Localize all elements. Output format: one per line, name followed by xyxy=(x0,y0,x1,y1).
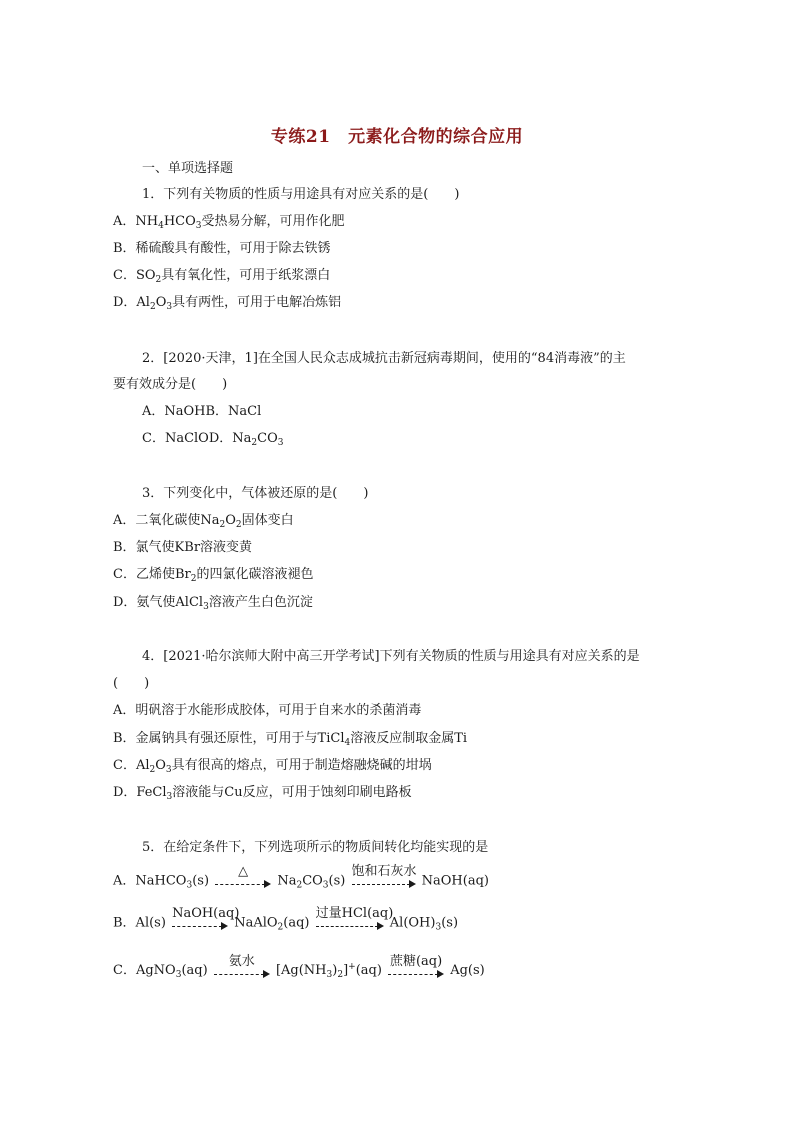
question-5-stem: 5．在给定条件下，下列选项所示的物质间转化均能实现的是 xyxy=(142,840,489,855)
question-4-stem-line-1: 4．[2021·哈尔滨师大附中高三开学考试]下列有关物质的性质与用途具有对应关系的是 xyxy=(142,649,640,664)
reaction-arrow xyxy=(388,953,444,980)
reaction-arrow xyxy=(351,864,417,890)
question-1-option-c: C．$SO_2$具有氧化性，可用于纸浆漂白 xyxy=(113,268,331,285)
question-5-option-c: C．AgNO$_3$(aq) 氨水 $[Ag(NH_3)_2]^+(aq)$ 蔗糖(aq) Ag(s) xyxy=(113,953,485,980)
question-3-stem: 3．下列变化中，气体被还原的是( ) xyxy=(142,486,369,501)
question-1-stem: 1．下列有关物质的性质与用途具有对应关系的是( ) xyxy=(142,187,460,202)
question-4-option-b: B．金属钠具有强还原性，可用于与TiCl$_4$溶液反应制取金属Ti xyxy=(113,731,468,748)
reaction-condition: 过量HCl(aq) xyxy=(315,906,394,921)
question-4-option-d: D．FeCl$_3$溶液能与Cu反应，可用于蚀刻印刷电路板 xyxy=(113,785,412,802)
question-5-option-a: A．NaHCO$_3$(s) △ $Na_2CO_3(s)$ 饱和石灰水 NaOH(aq) xyxy=(113,864,489,891)
reaction-arrow xyxy=(214,953,270,980)
reaction-arrow xyxy=(172,906,240,932)
reaction-arrow xyxy=(315,906,394,932)
section-heading: 一、单项选择题 xyxy=(142,161,234,176)
question-2-stem-line-2: 要有效成分是( ) xyxy=(113,377,228,392)
page-title: 专练21 元素化合物的综合应用 xyxy=(270,127,524,147)
question-3-option-a: A．二氧化碳使$Na_2O_2$固体变白 xyxy=(113,513,294,530)
reaction-arrow xyxy=(215,864,271,890)
reaction-condition: △ xyxy=(238,864,249,879)
question-1-option-d: D．$Al_2O_3$具有两性，可用于电解冶炼铝 xyxy=(113,295,342,312)
question-3-option-c: C．乙烯使$Br_2$的四氯化碳溶液褪色 xyxy=(113,567,314,584)
reaction-condition: 饱和石灰水 xyxy=(351,864,417,879)
question-1-option-b: B．稀硫酸具有酸性，可用于除去铁锈 xyxy=(113,241,331,256)
question-2-options-ab: A．NaOHB．NaCl xyxy=(142,404,262,419)
reaction-condition: 蔗糖(aq) xyxy=(389,953,443,969)
question-2-stem-line-1: 2．[2020·天津，1]在全国人民众志成城抗击新冠病毒期间，使用的“84消毒液”的主 xyxy=(142,351,626,366)
question-5-option-b: B．Al(s) NaOH(aq) NaAlO$_2$(aq) 过量HCl(aq) $Al(OH)_3(s)$ xyxy=(113,906,459,933)
reaction-condition: NaOH(aq) xyxy=(172,906,240,921)
question-4-option-a: A．明矾溶于水能形成胶体，可用于自来水的杀菌消毒 xyxy=(113,703,422,718)
question-1-option-a: A．$NH_4HCO_3$受热易分解，可用作化肥 xyxy=(113,214,345,231)
reaction-condition: 氨水 xyxy=(228,953,255,969)
question-3-option-b: B．氯气使KBr溶液变黄 xyxy=(113,540,253,555)
question-2-options-cd: C．NaClOD．$Na_2CO_3$ xyxy=(142,431,284,448)
question-4-stem-line-2: ( ) xyxy=(113,676,150,691)
question-4-option-c: C．$Al_2O_3$具有很高的熔点，可用于制造熔融烧碱的坩埚 xyxy=(113,758,432,775)
question-3-option-d: D．氨气使AlCl$_3$溶液产生白色沉淀 xyxy=(113,595,313,612)
